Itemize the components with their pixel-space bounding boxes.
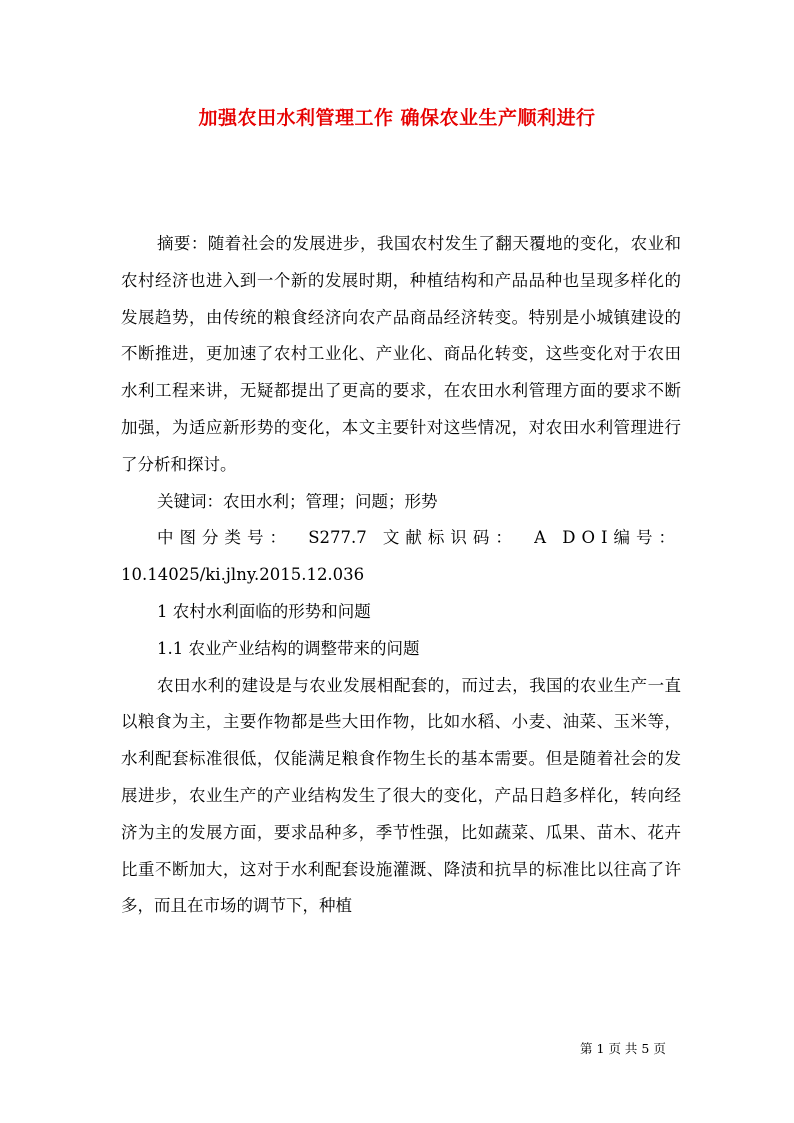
doc-code-label: 文献标识码： bbox=[382, 528, 518, 548]
page-prefix: 第 bbox=[580, 1041, 593, 1056]
section-1-heading: 1 农村水利面临的形势和问题 bbox=[157, 601, 371, 621]
document-title: 加强农田水利管理工作 确保农业生产顺利进行 bbox=[198, 107, 596, 129]
section-1-1-heading: 1.1 农业产业结构的调整带来的问题 bbox=[157, 638, 420, 658]
keywords-line: 关键词：农田水利；管理；问题；形势 bbox=[157, 491, 438, 511]
clc-label: 中图分类号： bbox=[157, 528, 292, 548]
page-suffix: 页 bbox=[653, 1041, 666, 1056]
page-middle: 页 共 bbox=[608, 1041, 638, 1056]
classification-line bbox=[121, 520, 681, 557]
page-footer bbox=[580, 1040, 666, 1058]
abstract-paragraph: 摘要：随着社会的发展进步，我国农村发生了翻天覆地的变化，农业和农村经济也进入到一个新的发展时期，种植结构和产品品种也呈现多样化的发展趋势，由传统的粮食经济向农产品商品经济转变。特别是小城镇建设的不断推进，更加速了农村工业化、产业化、商品化转变，这些变化对于农田水利工程来讲，无疑都提出了更高的要求，在农田水利管理方面的要求不断加强，为适应新形势的变化，本文主要针对这些情况，对农田水利管理进行了分析和探讨。 bbox=[121, 234, 681, 474]
body-paragraph-1: 农田水利的建设是与农业发展相配套的，而过去，我国的农业生产一直以粮食为主，主要作物都是些大田作物，比如水稻、小麦、油菜、玉米等，水利配套标准很低，仅能满足粮食作物生长的基本需要。但是随着社会的发展进步，农业生产的产业结构发生了很大的变化，产品日趋多样化，转向经济为主的发展方面，要求品种多，季节性强，比如蔬菜、瓜果、苗木、花卉比重不断加大，这对于水利配套设施灌溉、降渍和抗旱的标准比以往高了许多，而且在市场的调节下，种植 bbox=[121, 675, 681, 916]
doc-code-value: A bbox=[534, 528, 547, 548]
doi-value: 10.14025/ki.jlny.2015.12.036 bbox=[121, 565, 365, 585]
doi-label: DOI编号： bbox=[562, 528, 681, 548]
page-total: 5 bbox=[641, 1041, 650, 1056]
page-current: 1 bbox=[596, 1041, 605, 1056]
document-body bbox=[121, 226, 681, 925]
clc-value: S277.7 bbox=[308, 528, 367, 548]
